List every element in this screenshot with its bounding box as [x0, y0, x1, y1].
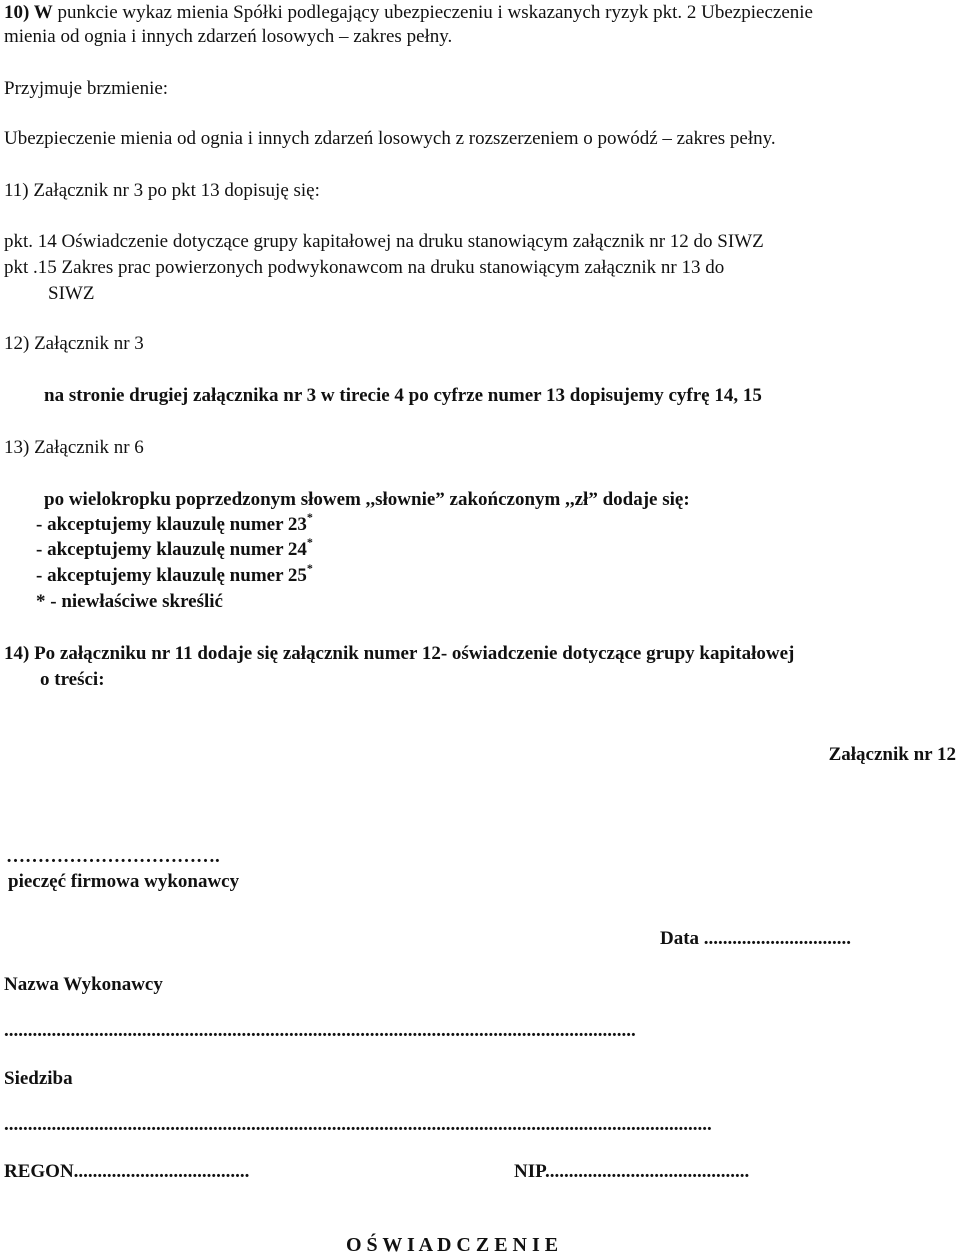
clause-mark: *: [306, 560, 313, 575]
item11-pkt15-line1: pkt .15 Zakres prac powierzonych podwykonawcom na druku stanowiącym załącznik nr 13 do: [4, 257, 725, 278]
attachment-label: Załącznik nr 12: [828, 744, 956, 765]
item11-heading: 11) Załącznik nr 3 po pkt 13 dopisuję się:: [4, 180, 320, 201]
clause-24: [36, 534, 313, 561]
name-label: Nazwa Wykonawcy: [4, 974, 163, 995]
clause-text: - akceptujemy klauzulę numer 25: [36, 565, 307, 586]
clause-text: - akceptujemy klauzulę numer 24: [36, 539, 307, 560]
item13-heading: 13) Załącznik nr 6: [4, 437, 144, 458]
item10-line1-text: punkcie wykaz mienia Spółki podlegający ubezpieczeniu i wskazanych ryzyk pkt. 2 Ubezpieczenie: [52, 2, 813, 23]
seat-label: Siedziba: [4, 1068, 73, 1089]
statement-title: O Ś W I A D C Z E N I E: [346, 1234, 559, 1256]
item14-line2: o treści:: [40, 669, 105, 690]
item11-pkt14: pkt. 14 Oświadczenie dotyczące grupy kapitałowej na druku stanowiącym załącznik nr 12 do SIWZ: [4, 231, 764, 252]
item13-footnote: * - niewłaściwe skreślić: [36, 591, 223, 612]
date-field: Data ...............................: [660, 928, 852, 949]
item11-pkt15-line2: SIWZ: [48, 283, 95, 304]
stamp-label: pieczęć firmowa wykonawcy: [8, 871, 240, 892]
item12-text: na stronie drugiej załącznika nr 3 w tirecie 4 po cyfrze numer 13 dopisujemy cyfrę 14, 15: [44, 385, 762, 406]
name-dots: .....................................................................................................................................: [4, 1020, 636, 1041]
seat-dots: .....................................................................................................................................................: [4, 1114, 712, 1135]
item10-line1: [4, 2, 813, 24]
clause-mark: *: [306, 509, 313, 524]
item14-line1: 14) Po załączniku nr 11 dodaje się załącznik numer 12- oświadczenie dotyczące grupy kapitałowej: [4, 643, 795, 664]
item10-number: 10) W: [4, 2, 53, 23]
item10-new-text: Ubezpieczenie mienia od ognia i innych zdarzeń losowych z rozszerzeniem o powódź – zakres pełny.: [4, 128, 776, 149]
clause-text: - akceptujemy klauzulę numer 23: [36, 514, 307, 535]
stamp-dots: …………………………….: [6, 846, 220, 867]
nip-field: NIP...........................................: [514, 1161, 750, 1182]
clause-23: [36, 509, 313, 536]
clause-25: [36, 560, 313, 587]
regon-field: REGON.....................................: [4, 1161, 250, 1182]
item13-intro: po wielokropku poprzedzonym słowem ,,słownie” zakończonym ,,zł” dodaje się:: [44, 489, 690, 510]
item10-przyjmuje: Przyjmuje brzmienie:: [4, 78, 169, 99]
item12-heading: 12) Załącznik nr 3: [4, 333, 144, 354]
item10-line2: mienia od ognia i innych zdarzeń losowych – zakres pełny.: [4, 26, 453, 47]
clause-mark: *: [306, 534, 313, 549]
